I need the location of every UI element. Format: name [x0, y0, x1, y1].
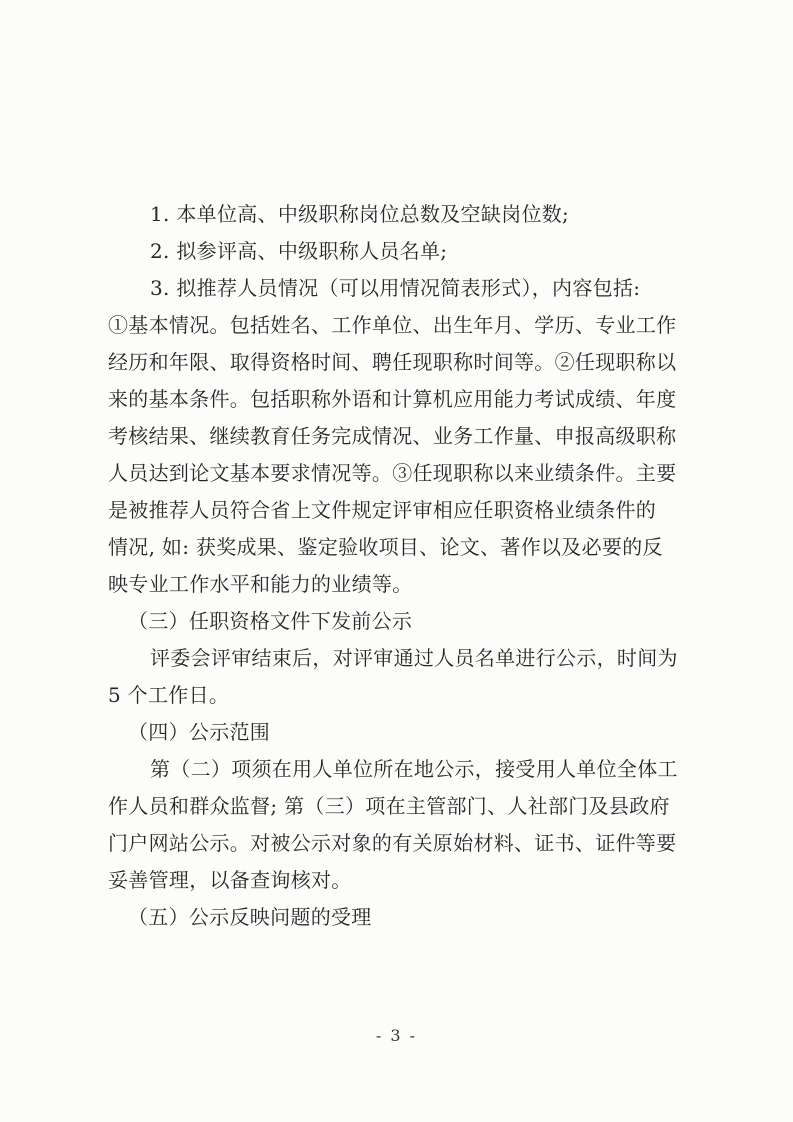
document-body — [108, 196, 698, 936]
list-item-2: 2. 拟参评高、中级职称人员名单; — [150, 239, 448, 263]
paragraph-line: 门户网站公示。对被公示对象的有关原始材料、证书、证件等要 — [108, 831, 677, 855]
paragraph-line: 考核结果、继续教育任务完成情况、业务工作量、申报高级职称 — [108, 424, 677, 448]
paragraph-line: 经历和年限、取得资格时间、聘任现职称时间等。②任现职称以 — [108, 350, 677, 374]
paragraph-line: ①基本情况。包括姓名、工作单位、出生年月、学历、专业工作 — [108, 313, 677, 337]
list-item-3: 3. 拟推荐人员情况（可以用情况简表形式），内容包括: — [150, 276, 641, 300]
paragraph-line: 第（二）项须在用人单位所在地公示，接受用人单位全体工 — [150, 757, 678, 781]
list-item-1: 1. 本单位高、中级职称岗位总数及空缺岗位数; — [150, 202, 570, 226]
paragraph-line: 情况, 如: 获奖成果、鉴定验收项目、论文、著作以及必要的反 — [108, 535, 663, 559]
paragraph-line: 妥善管理，以备查询核对。 — [108, 868, 352, 892]
page-number: - 3 - — [375, 1026, 418, 1045]
paragraph-line: 映专业工作水平和能力的业绩等。 — [108, 572, 413, 596]
paragraph-line: 作人员和群众监督; 第（三）项在主管部门、人社部门及县政府 — [108, 794, 670, 818]
paragraph-line: 是被推荐人员符合省上文件规定评审相应任职资格业绩条件的 — [108, 498, 657, 522]
paragraph-line: 评委会评审结束后，对评审通过人员名单进行公示，时间为 — [150, 646, 678, 670]
section-heading-3: （三）任职资格文件下发前公示 — [128, 609, 413, 633]
section-heading-5: （五）公示反映问题的受理 — [128, 905, 372, 929]
paragraph-line: 5 个工作日。 — [108, 683, 230, 707]
section-heading-4: （四）公示范围 — [128, 720, 271, 744]
paragraph-line: 来的基本条件。包括职称外语和计算机应用能力考试成绩、年度 — [108, 387, 677, 411]
paragraph-line: 人员达到论文基本要求情况等。③任现职称以来业绩条件。主要 — [108, 461, 677, 485]
